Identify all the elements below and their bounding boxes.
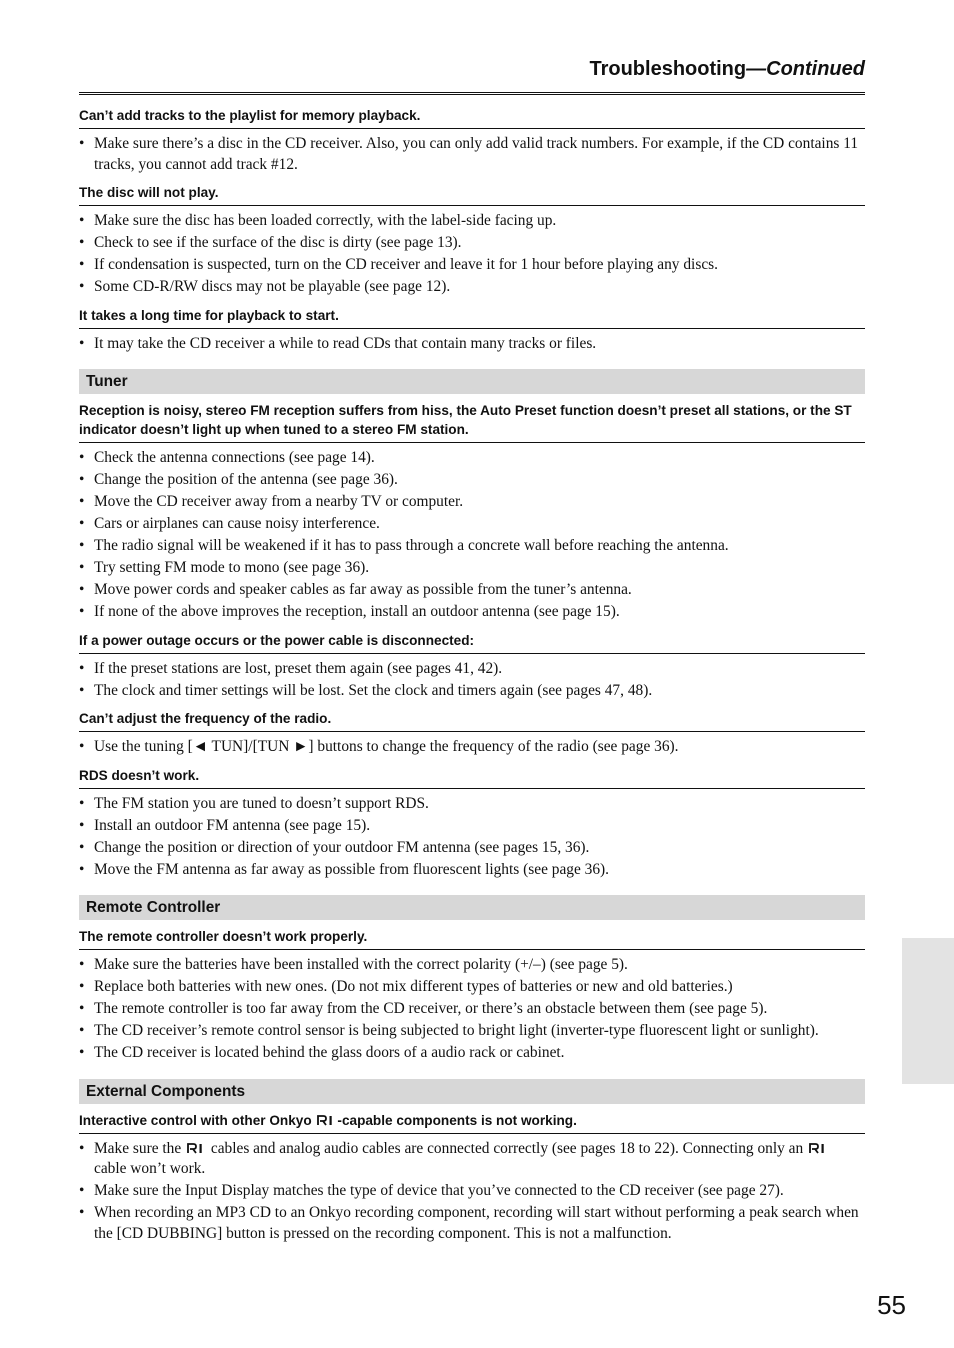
answer-list [79, 794, 865, 881]
section-heading-remote-controller: Remote Controller [79, 895, 865, 920]
list-item: • Make sure the cables and analog audio cables are connected correctly (see pages 18 to 22). Connecting only an cable won’t work. [79, 1139, 865, 1180]
list-item: • Replace both batteries with new ones. (Do not mix different types of batteries or new and old batteries.) [79, 977, 865, 998]
page-header [79, 56, 865, 95]
list-item: • If none of the above improves the reception, install an outdoor antenna (see page 15). [79, 602, 865, 623]
answer-list [79, 659, 865, 702]
list-item: • Make sure the disc has been loaded correctly, with the label-side facing up. [79, 211, 865, 232]
continued-label: —Continued [746, 58, 865, 80]
page-number: 55 [877, 1290, 906, 1320]
list-item: • If the preset stations are lost, preset them again (see pages 41, 42). [79, 659, 865, 680]
ri-logo-icon [187, 1143, 205, 1154]
question-heading: Can’t add tracks to the playlist for memory playback. [79, 106, 865, 129]
question-heading: If a power outage occurs or the power cable is disconnected: [79, 631, 865, 654]
question-heading: Interactive control with other Onkyo -capable components is not working. [79, 1111, 865, 1134]
answer-list [79, 737, 865, 758]
list-item: • Some CD-R/RW discs may not be playable (see page 12). [79, 277, 865, 298]
question-heading: It takes a long time for playback to start. [79, 306, 865, 329]
side-tab [902, 938, 954, 1084]
answer-list [79, 955, 865, 1064]
list-item: • Install an outdoor FM antenna (see page 15). [79, 816, 865, 837]
list-item: • It may take the CD receiver a while to read CDs that contain many tracks or files. [79, 334, 865, 355]
list-item: • Check to see if the surface of the disc is dirty (see page 13). [79, 233, 865, 254]
list-item: • Change the position or direction of your outdoor FM antenna (see pages 15, 36). [79, 838, 865, 859]
list-item: • Make sure the Input Display matches the type of device that you’ve connected to the CD receiver (see page 27). [79, 1181, 865, 1202]
answer-list [79, 1139, 865, 1245]
list-item: • The clock and timer settings will be lost. Set the clock and timers again (see pages 47, 48). [79, 681, 865, 702]
list-item: • Cars or airplanes can cause noisy interference. [79, 514, 865, 535]
content [79, 106, 865, 1252]
answer-list [79, 334, 865, 355]
answer-list [79, 211, 865, 298]
list-item: • Move power cords and speaker cables as far away as possible from the tuner’s antenna. [79, 580, 865, 601]
list-item: • The remote controller is too far away from the CD receiver, or there’s an obstacle between them (see page 5). [79, 999, 865, 1020]
question-heading: Reception is noisy, stereo FM reception suffers from hiss, the Auto Preset function doesn’t preset all stations, or the ST indicator doesn’t light up when tuned to a stereo FM station. [79, 401, 865, 443]
list-item: • The CD receiver is located behind the glass doors of a audio rack or cabinet. [79, 1043, 865, 1064]
list-item: • The CD receiver’s remote control sensor is being subjected to bright light (inverter-type fluorescent light or sunlight). [79, 1021, 865, 1042]
list-item: • Use the tuning [◄ TUN]/[TUN ►] buttons to change the frequency of the radio (see page 36). [79, 737, 865, 758]
list-item: • Change the position of the antenna (see page 36). [79, 470, 865, 491]
page-title: Troubleshooting—Continued [589, 58, 865, 80]
question-heading: RDS doesn’t work. [79, 766, 865, 789]
list-item: • If condensation is suspected, turn on the CD receiver and leave it for 1 hour before playing any discs. [79, 255, 865, 276]
list-item: • The FM station you are tuned to doesn’t support RDS. [79, 794, 865, 815]
list-item: • Try setting FM mode to mono (see page 36). [79, 558, 865, 579]
list-item: • Check the antenna connections (see page 14). [79, 448, 865, 469]
list-item: • The radio signal will be weakened if it has to pass through a concrete wall before reaching the antenna. [79, 536, 865, 557]
list-item: • Make sure the batteries have been installed with the correct polarity (+/–) (see page 5). [79, 955, 865, 976]
list-item: • When recording an MP3 CD to an Onkyo recording component, recording will start without performing a peak search when the [CD DUBBING] button is pressed on the recording component. This is not a malfunction. [79, 1203, 865, 1244]
list-item: • Move the CD receiver away from a nearby TV or computer. [79, 492, 865, 513]
section-heading-tuner: Tuner [79, 369, 865, 394]
list-item: • Move the FM antenna as far away as possible from fluorescent lights (see page 36). [79, 860, 865, 881]
answer-list [79, 448, 865, 623]
question-heading: The remote controller doesn’t work properly. [79, 927, 865, 950]
answer-list [79, 134, 865, 175]
list-item: • Make sure there’s a disc in the CD receiver. Also, you can only add valid track numbers. For example, if the CD contains 11 tracks, you cannot add track #12. [79, 134, 865, 175]
ri-logo-icon [317, 1115, 335, 1126]
ri-logo-icon [809, 1143, 827, 1154]
question-heading: Can’t adjust the frequency of the radio. [79, 709, 865, 732]
section-heading-external-components: External Components [79, 1079, 865, 1104]
question-heading: The disc will not play. [79, 183, 865, 206]
